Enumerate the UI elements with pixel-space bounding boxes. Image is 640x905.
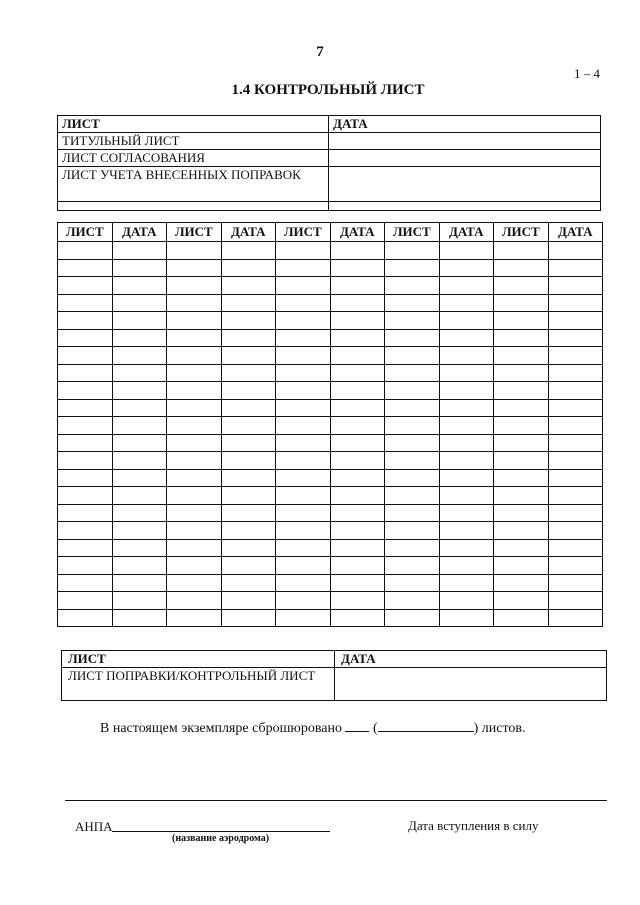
revision-row	[58, 609, 603, 627]
revision-cell	[385, 417, 440, 435]
revision-cell	[494, 294, 549, 312]
revision-cell	[548, 434, 603, 452]
revision-cell	[548, 592, 603, 610]
revision-row	[58, 417, 603, 435]
header-row-date	[329, 167, 601, 202]
stitched-open-paren: (	[372, 721, 378, 736]
revision-cell	[112, 294, 167, 312]
revision-row	[58, 242, 603, 260]
revision-cell	[385, 277, 440, 295]
revision-cell	[330, 277, 385, 295]
revision-cell	[385, 259, 440, 277]
revision-cell	[439, 522, 494, 540]
revision-row	[58, 434, 603, 452]
revision-cell	[112, 259, 167, 277]
revision-cell	[167, 242, 222, 260]
revision-cell	[330, 242, 385, 260]
revision-cell	[330, 364, 385, 382]
revision-cell	[385, 522, 440, 540]
revision-cell	[276, 329, 331, 347]
revision-cell	[385, 242, 440, 260]
revision-cell	[494, 522, 549, 540]
revision-cell	[276, 417, 331, 435]
revision-cell	[330, 329, 385, 347]
revision-cell	[548, 294, 603, 312]
revision-cell	[439, 382, 494, 400]
revision-cell	[439, 364, 494, 382]
revision-cell	[58, 504, 113, 522]
revision-cell	[58, 259, 113, 277]
revision-cell	[276, 504, 331, 522]
revision-cell	[167, 294, 222, 312]
revision-cell	[494, 557, 549, 575]
revision-cell	[221, 312, 276, 330]
header-row-label: ЛИСТ УЧЕТА ВНЕСЕННЫХ ПОПРАВОК	[58, 167, 329, 202]
footer-row-label: ЛИСТ ПОПРАВКИ/КОНТРОЛЬНЫЙ ЛИСТ	[62, 668, 335, 701]
revision-cell	[221, 417, 276, 435]
revision-cell	[221, 592, 276, 610]
revision-cell	[330, 504, 385, 522]
revision-cell	[58, 592, 113, 610]
revision-cell	[58, 434, 113, 452]
revision-cell	[548, 259, 603, 277]
section-code: 1 – 4	[574, 66, 600, 81]
revision-cell	[385, 399, 440, 417]
revision-cell	[548, 504, 603, 522]
revision-cell	[494, 539, 549, 557]
revision-cell	[439, 242, 494, 260]
revision-cell	[58, 242, 113, 260]
revision-cell	[548, 382, 603, 400]
revision-cell	[439, 312, 494, 330]
revision-cell	[439, 557, 494, 575]
revision-cell	[112, 452, 167, 470]
revision-cell	[439, 592, 494, 610]
revision-cell	[112, 364, 167, 382]
revision-cell	[548, 574, 603, 592]
revision-cell	[58, 609, 113, 627]
revision-row	[58, 347, 603, 365]
revision-row	[58, 452, 603, 470]
revision-cell	[494, 469, 549, 487]
revision-cell	[494, 399, 549, 417]
revision-cell	[439, 277, 494, 295]
stitched-suffix: ) листов.	[473, 721, 526, 736]
revision-cell	[330, 417, 385, 435]
revision-cell	[439, 539, 494, 557]
revision-cell	[494, 452, 549, 470]
revision-cell	[276, 557, 331, 575]
revision-cell	[385, 592, 440, 610]
revision-cell	[58, 347, 113, 365]
revision-cell	[276, 452, 331, 470]
revision-cell	[221, 242, 276, 260]
revision-cell	[276, 347, 331, 365]
revision-cell	[548, 277, 603, 295]
revision-cell	[330, 592, 385, 610]
rev-col-date: ДАТА	[439, 223, 494, 242]
revision-cell	[221, 364, 276, 382]
revision-cell	[494, 434, 549, 452]
revision-cell	[548, 487, 603, 505]
revision-row	[58, 382, 603, 400]
revision-cell	[330, 312, 385, 330]
revision-cell	[112, 504, 167, 522]
revision-cell	[221, 609, 276, 627]
revision-header-row	[58, 223, 603, 242]
revision-row	[58, 539, 603, 557]
revision-cell	[548, 557, 603, 575]
revision-cell	[330, 382, 385, 400]
revision-cell	[221, 557, 276, 575]
revision-cell	[385, 487, 440, 505]
revision-row	[58, 259, 603, 277]
revision-cell	[221, 539, 276, 557]
revision-cell	[276, 434, 331, 452]
revision-cell	[330, 399, 385, 417]
revision-cell	[221, 522, 276, 540]
revision-cell	[58, 399, 113, 417]
revision-cell	[221, 382, 276, 400]
footer-table	[61, 650, 607, 701]
revision-cell	[221, 277, 276, 295]
revision-cell	[58, 539, 113, 557]
revision-cell	[439, 452, 494, 470]
revision-cell	[494, 609, 549, 627]
revision-cell	[58, 574, 113, 592]
revision-row	[58, 522, 603, 540]
revision-cell	[221, 469, 276, 487]
revision-cell	[221, 434, 276, 452]
revision-cell	[112, 434, 167, 452]
rev-col-sheet: ЛИСТ	[385, 223, 440, 242]
header-col-date: ДАТА	[329, 116, 601, 133]
revision-row	[58, 592, 603, 610]
revision-cell	[167, 329, 222, 347]
revision-cell	[548, 609, 603, 627]
revision-cell	[330, 539, 385, 557]
revision-cell	[112, 242, 167, 260]
revision-cell	[112, 399, 167, 417]
revision-cell	[548, 539, 603, 557]
revision-cell	[494, 592, 549, 610]
page-number: 7	[316, 44, 324, 60]
revision-cell	[167, 592, 222, 610]
sheet-count-words-blank	[378, 719, 474, 732]
revision-row	[58, 487, 603, 505]
revision-cell	[330, 294, 385, 312]
footer-divider	[65, 800, 607, 801]
revision-cell	[548, 417, 603, 435]
rev-col-date: ДАТА	[221, 223, 276, 242]
revision-cell	[276, 539, 331, 557]
revision-cell	[330, 487, 385, 505]
revision-cell	[330, 522, 385, 540]
revision-cell	[58, 557, 113, 575]
revision-cell	[167, 417, 222, 435]
revision-cell	[385, 364, 440, 382]
page-title: 1.4 КОНТРОЛЬНЫЙ ЛИСТ	[231, 82, 425, 98]
revision-cell	[167, 277, 222, 295]
revision-cell	[221, 452, 276, 470]
revision-cell	[58, 382, 113, 400]
revision-cell	[439, 417, 494, 435]
revision-cell	[548, 242, 603, 260]
revision-cell	[385, 347, 440, 365]
effective-date-label: Дата вступления в силу	[408, 818, 539, 833]
revision-cell	[548, 522, 603, 540]
anpa-label: АНПА	[75, 819, 113, 834]
revision-table	[57, 222, 603, 627]
revision-cell	[494, 417, 549, 435]
revision-cell	[167, 399, 222, 417]
revision-cell	[548, 329, 603, 347]
revision-cell	[494, 242, 549, 260]
revision-cell	[276, 259, 331, 277]
rev-col-sheet: ЛИСТ	[276, 223, 331, 242]
revision-cell	[112, 417, 167, 435]
rev-col-sheet: ЛИСТ	[167, 223, 222, 242]
header-row-date	[329, 133, 601, 150]
revision-cell	[548, 347, 603, 365]
revision-cell	[276, 609, 331, 627]
revision-cell	[276, 487, 331, 505]
revision-cell	[167, 539, 222, 557]
rev-col-date: ДАТА	[330, 223, 385, 242]
revision-cell	[221, 347, 276, 365]
revision-cell	[167, 364, 222, 382]
revision-cell	[385, 329, 440, 347]
revision-row	[58, 329, 603, 347]
revision-cell	[330, 574, 385, 592]
revision-cell	[439, 259, 494, 277]
revision-cell	[385, 434, 440, 452]
revision-cell	[58, 312, 113, 330]
revision-cell	[439, 469, 494, 487]
revision-cell	[167, 312, 222, 330]
revision-cell	[221, 487, 276, 505]
revision-cell	[58, 452, 113, 470]
revision-cell	[385, 504, 440, 522]
revision-cell	[439, 294, 494, 312]
revision-row	[58, 294, 603, 312]
revision-cell	[385, 539, 440, 557]
revision-cell	[494, 364, 549, 382]
revision-cell	[276, 242, 331, 260]
revision-cell	[58, 469, 113, 487]
revision-cell	[385, 557, 440, 575]
footer-row-date	[335, 668, 607, 701]
revision-row	[58, 574, 603, 592]
revision-cell	[385, 452, 440, 470]
revision-cell	[439, 399, 494, 417]
revision-cell	[112, 329, 167, 347]
revision-cell	[385, 469, 440, 487]
revision-cell	[548, 312, 603, 330]
revision-cell	[330, 469, 385, 487]
rev-col-sheet: ЛИСТ	[494, 223, 549, 242]
stitched-prefix: В настоящем экземпляре сброшюровано	[100, 721, 342, 736]
header-table	[57, 115, 601, 211]
header-row-label: ТИТУЛЬНЫЙ ЛИСТ	[58, 133, 329, 150]
revision-cell	[167, 557, 222, 575]
header-col-sheet: ЛИСТ	[58, 116, 329, 133]
revision-cell	[439, 574, 494, 592]
revision-cell	[167, 347, 222, 365]
revision-row	[58, 277, 603, 295]
revision-cell	[276, 592, 331, 610]
revision-cell	[167, 574, 222, 592]
revision-cell	[385, 312, 440, 330]
revision-cell	[58, 364, 113, 382]
rev-col-date: ДАТА	[112, 223, 167, 242]
revision-cell	[548, 452, 603, 470]
revision-cell	[276, 522, 331, 540]
revision-cell	[112, 557, 167, 575]
revision-cell	[494, 487, 549, 505]
revision-cell	[330, 452, 385, 470]
revision-cell	[167, 504, 222, 522]
revision-table-body	[58, 242, 603, 627]
revision-row	[58, 364, 603, 382]
revision-cell	[167, 452, 222, 470]
revision-cell	[58, 329, 113, 347]
revision-cell	[330, 434, 385, 452]
revision-row	[58, 312, 603, 330]
header-spacer-cell	[58, 202, 329, 211]
footer-col-date: ДАТА	[335, 651, 607, 668]
revision-cell	[439, 347, 494, 365]
aerodrome-name-line	[112, 831, 330, 832]
revision-cell	[112, 574, 167, 592]
revision-cell	[439, 487, 494, 505]
revision-cell	[221, 329, 276, 347]
revision-cell	[167, 259, 222, 277]
sheet-count-blank	[345, 719, 369, 732]
revision-row	[58, 504, 603, 522]
revision-cell	[167, 609, 222, 627]
revision-cell	[494, 259, 549, 277]
revision-cell	[112, 609, 167, 627]
revision-cell	[58, 487, 113, 505]
rev-col-sheet: ЛИСТ	[58, 223, 113, 242]
header-spacer-cell	[329, 202, 601, 211]
revision-cell	[221, 259, 276, 277]
revision-cell	[276, 382, 331, 400]
revision-row	[58, 399, 603, 417]
revision-cell	[112, 592, 167, 610]
revision-cell	[330, 557, 385, 575]
revision-cell	[112, 522, 167, 540]
stitched-sheets-line	[100, 719, 526, 737]
revision-cell	[58, 294, 113, 312]
revision-cell	[58, 277, 113, 295]
revision-cell	[167, 382, 222, 400]
revision-cell	[221, 574, 276, 592]
revision-cell	[494, 504, 549, 522]
revision-cell	[167, 487, 222, 505]
revision-cell	[385, 382, 440, 400]
revision-cell	[276, 469, 331, 487]
revision-cell	[276, 364, 331, 382]
revision-cell	[385, 609, 440, 627]
revision-cell	[276, 312, 331, 330]
header-row-label: ЛИСТ СОГЛАСОВАНИЯ	[58, 150, 329, 167]
revision-cell	[385, 294, 440, 312]
revision-cell	[221, 399, 276, 417]
revision-cell	[112, 487, 167, 505]
revision-cell	[439, 504, 494, 522]
revision-cell	[167, 522, 222, 540]
revision-cell	[112, 277, 167, 295]
revision-cell	[221, 504, 276, 522]
revision-cell	[112, 539, 167, 557]
rev-col-date: ДАТА	[548, 223, 603, 242]
revision-cell	[439, 609, 494, 627]
aerodrome-name-caption: (название аэродрома)	[172, 833, 270, 844]
revision-cell	[221, 294, 276, 312]
revision-cell	[385, 574, 440, 592]
revision-cell	[494, 312, 549, 330]
revision-cell	[112, 469, 167, 487]
revision-cell	[548, 399, 603, 417]
revision-cell	[167, 434, 222, 452]
footer-col-sheet: ЛИСТ	[62, 651, 335, 668]
revision-cell	[494, 574, 549, 592]
revision-cell	[494, 347, 549, 365]
revision-cell	[58, 522, 113, 540]
revision-cell	[494, 329, 549, 347]
revision-cell	[330, 609, 385, 627]
revision-cell	[494, 382, 549, 400]
revision-cell	[276, 294, 331, 312]
header-row-date	[329, 150, 601, 167]
revision-cell	[276, 574, 331, 592]
revision-cell	[548, 364, 603, 382]
revision-cell	[58, 417, 113, 435]
revision-cell	[167, 469, 222, 487]
revision-cell	[548, 469, 603, 487]
revision-cell	[276, 277, 331, 295]
revision-cell	[439, 434, 494, 452]
revision-cell	[112, 312, 167, 330]
revision-cell	[494, 277, 549, 295]
revision-cell	[330, 259, 385, 277]
revision-cell	[330, 347, 385, 365]
revision-row	[58, 469, 603, 487]
revision-cell	[276, 399, 331, 417]
revision-row	[58, 557, 603, 575]
revision-cell	[112, 382, 167, 400]
revision-cell	[112, 347, 167, 365]
revision-cell	[439, 329, 494, 347]
